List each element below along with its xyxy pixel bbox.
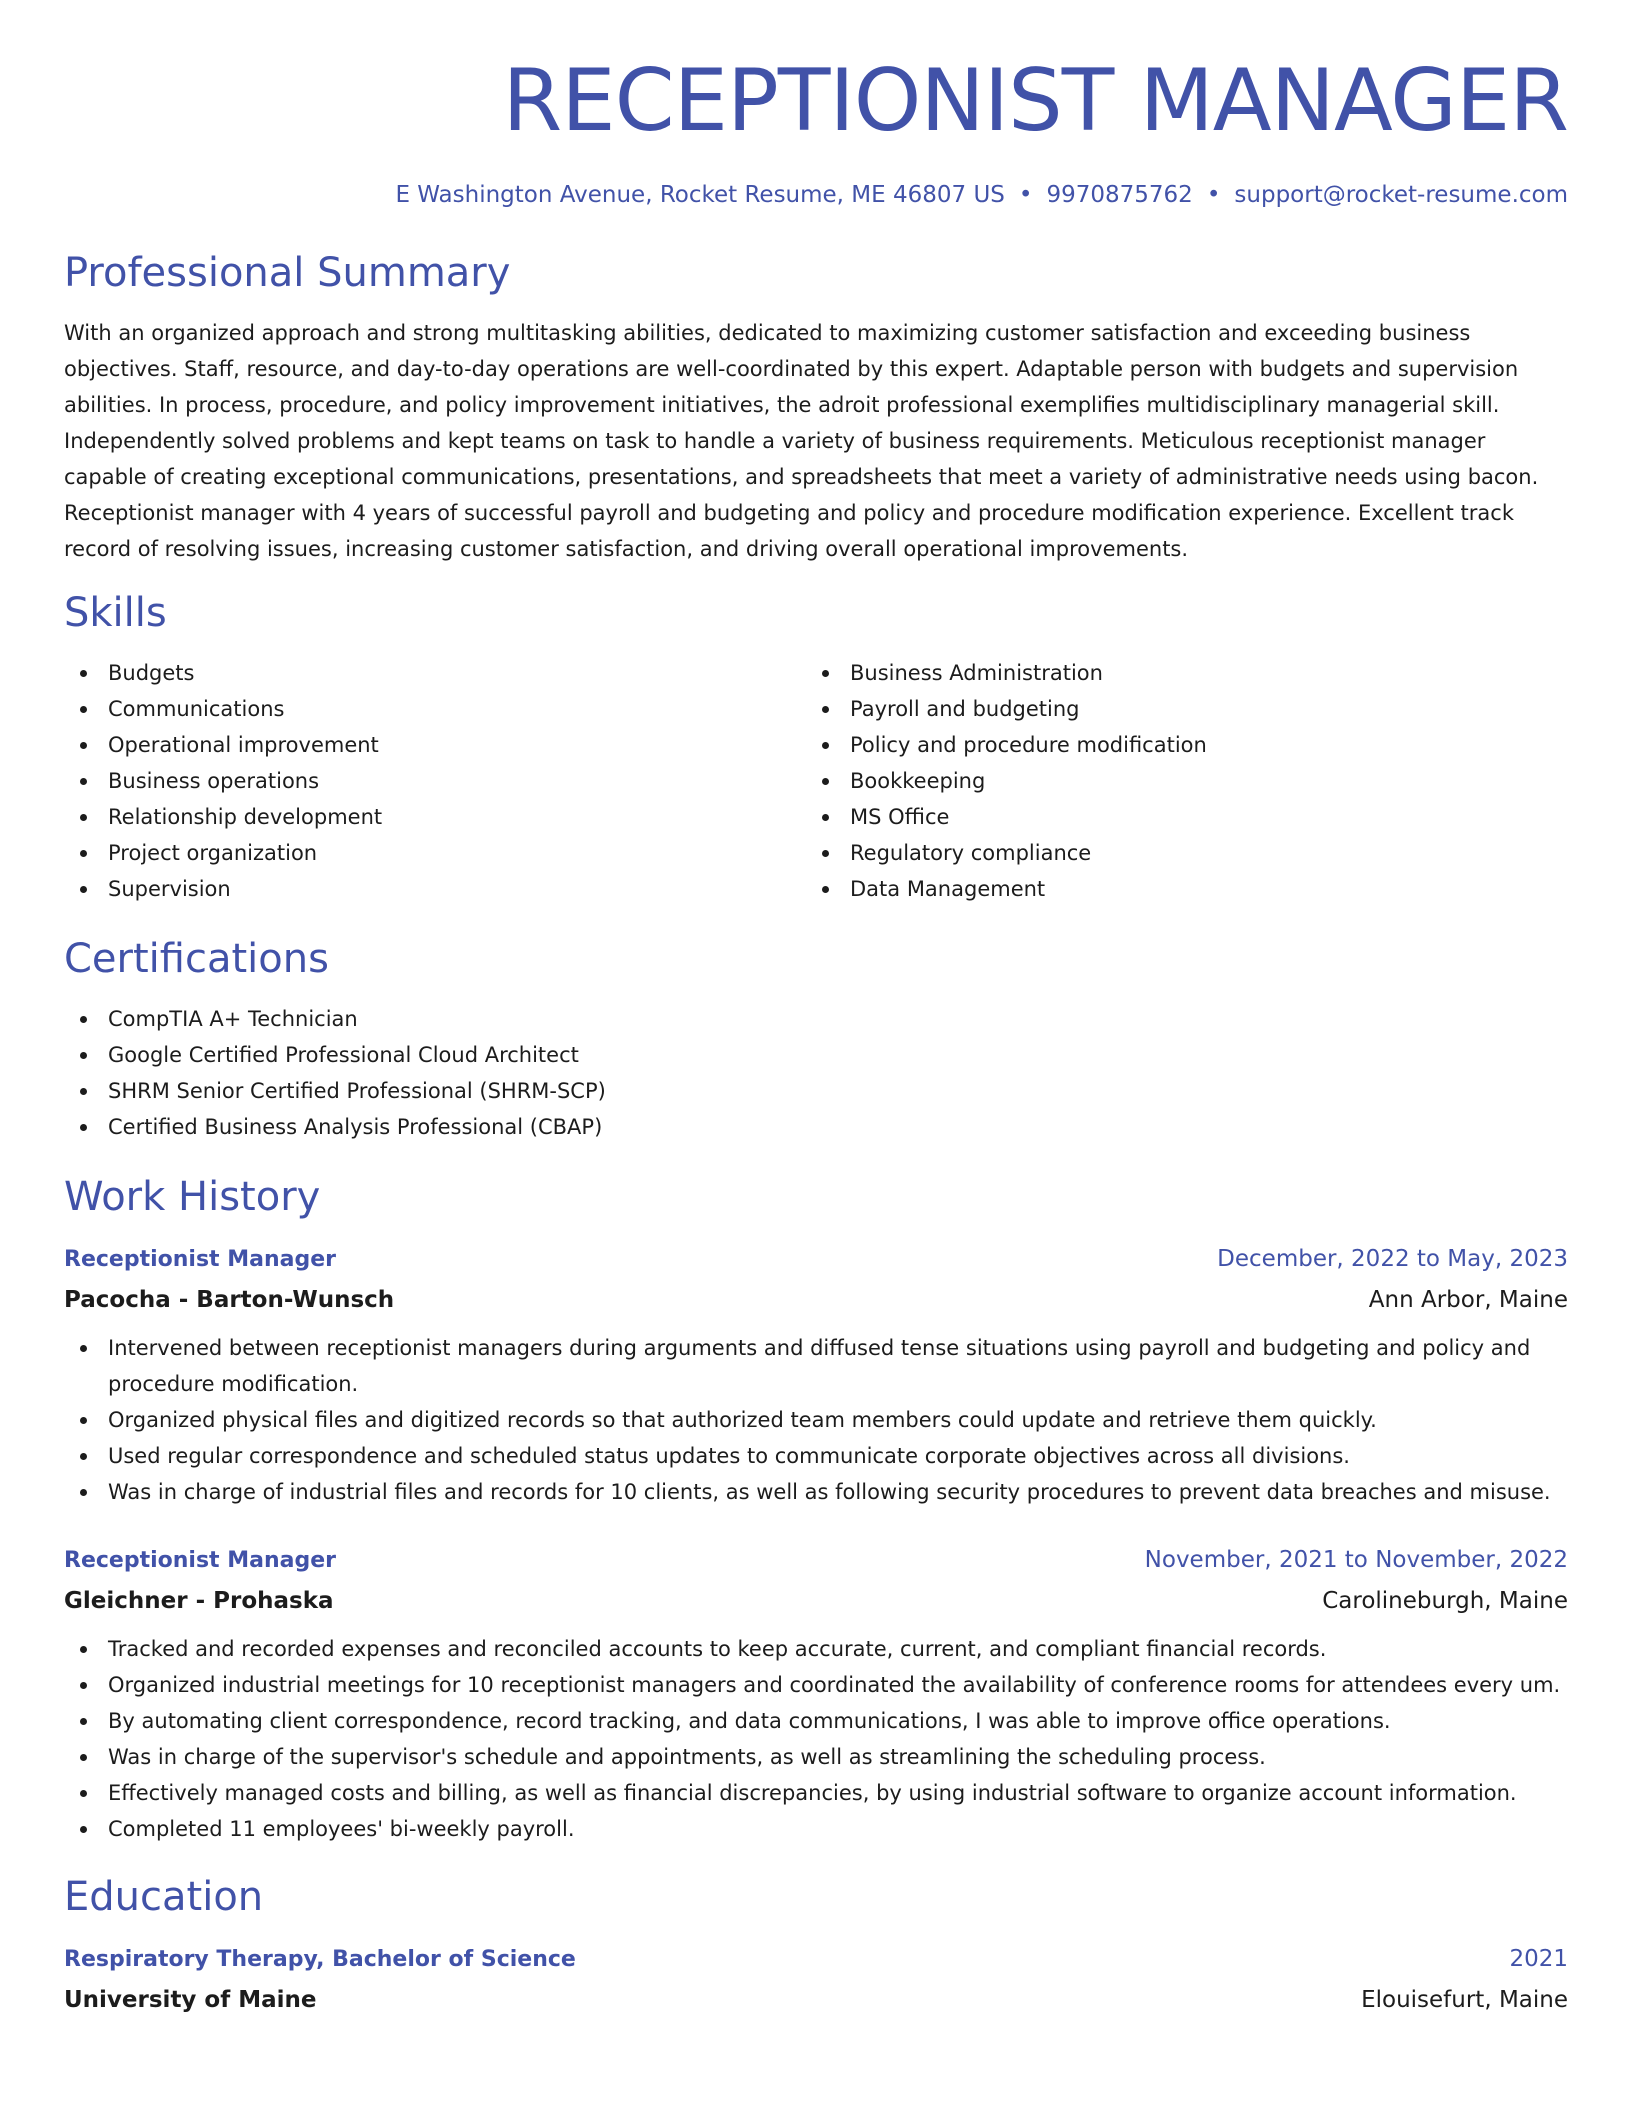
job-bullet: Used regular correspondence and scheduled status updates to communicate corporate objectives across all divisions. [64, 1438, 1568, 1474]
skills-grid [64, 655, 1568, 907]
job-company: Gleichner - Prohaska [64, 1588, 334, 1614]
contact-separator: • [1206, 182, 1221, 208]
job-bullet: Tracked and recorded expenses and reconciled accounts to keep accurate, current, and compliant financial records. [64, 1631, 1568, 1667]
skill-item: MS Office [806, 799, 1548, 835]
section-title-work-history: Work History [64, 1174, 321, 1220]
education-year: 2021 [1509, 1946, 1568, 1972]
skill-item: Operational improvement [64, 727, 806, 763]
resume-page [64, 0, 1568, 2020]
skill-item: Business Administration [806, 655, 1548, 691]
section-title-certifications: Certifications [64, 936, 329, 982]
contact-separator: • [1018, 182, 1033, 208]
certification-item: CompTIA A+ Technician [64, 1001, 1568, 1037]
certifications-list [64, 1001, 1568, 1145]
job-location: Ann Arbor, Maine [1368, 1287, 1568, 1313]
section-title-skills: Skills [64, 590, 167, 636]
resume-name: RECEPTIONIST MANAGER [502, 51, 1568, 151]
job-bullet: Intervened between receptionist managers during arguments and diffused tense situations using payroll and budgeting and policy and procedure modification. [64, 1330, 1568, 1402]
skill-item: Project organization [64, 835, 806, 871]
job-bullets [64, 1631, 1568, 1847]
skill-item: Communications [64, 691, 806, 727]
contact-email[interactable]: support@rocket-resume.com [1234, 182, 1568, 208]
education-school: University of Maine [64, 1987, 317, 2013]
job-bullet: Was in charge of the supervisor's schedule and appointments, as well as streamlining the scheduling process. [64, 1739, 1568, 1775]
job-entry [64, 1239, 1568, 1510]
job-header [64, 1540, 1568, 1581]
skill-item: Supervision [64, 871, 806, 907]
section-title-summary: Professional Summary [64, 250, 511, 296]
job-bullet: Effectively managed costs and billing, as well as financial discrepancies, by using industrial software to organize account information. [64, 1775, 1568, 1811]
section-title-education: Education [64, 1874, 264, 1920]
contact-phone: 9970875762 [1046, 182, 1193, 208]
job-dates: November, 2021 to November, 2022 [1144, 1547, 1568, 1573]
education-location: Elouisefurt, Maine [1361, 1987, 1568, 2013]
certification-item: Certified Business Analysis Professional (CBAP) [64, 1109, 1568, 1145]
certification-item: SHRM Senior Certified Professional (SHRM-SCP) [64, 1073, 1568, 1109]
skill-item: Bookkeeping [806, 763, 1548, 799]
job-bullet: Organized physical files and digitized records so that authorized team members could update and retrieve them quickly. [64, 1402, 1568, 1438]
job-location: Carolineburgh, Maine [1322, 1588, 1568, 1614]
education-degree: Respiratory Therapy, Bachelor of Science [64, 1947, 576, 1972]
job-entry [64, 1540, 1568, 1847]
skill-item: Budgets [64, 655, 806, 691]
education-subheader [64, 1980, 1568, 2020]
summary-text: With an organized approach and strong multitasking abilities, dedicated to maximizing customer satisfaction and exceeding business objectives. Staff, resource, and day-to-day operations are well-coordinated by this expert. Adaptable person with budgets and supervision abilities. In process, procedure, and policy improvement initiatives, the adroit professional exemplifies multidisciplinary managerial skill. Independently solved problems and kept teams on task to handle a variety of business requirements. Meticulous receptionist manager capable of creating exceptional communications, presentations, and spreadsheets that meet a variety of administrative needs using bacon. Receptionist manager with 4 years of successful payroll and budgeting and policy and procedure modification experience. Excellent track record of resolving issues, increasing customer satisfaction, and driving overall operational improvements. [64, 321, 1539, 561]
skill-item: Relationship development [64, 799, 806, 835]
certification-item: Google Certified Professional Cloud Architect [64, 1037, 1568, 1073]
skill-item: Business operations [64, 763, 806, 799]
job-title: Receptionist Manager [64, 1548, 336, 1573]
skill-item: Policy and procedure modification [806, 727, 1548, 763]
job-subheader [64, 1280, 1568, 1320]
job-company: Pacocha - Barton-Wunsch [64, 1287, 395, 1313]
job-dates: December, 2022 to May, 2023 [1217, 1246, 1568, 1272]
contact-line [64, 184, 1568, 207]
job-title: Receptionist Manager [64, 1247, 336, 1272]
skill-item: Payroll and budgeting [806, 691, 1548, 727]
contact-address: E Washington Avenue, Rocket Resume, ME 46807 US [395, 182, 1005, 208]
skill-item: Regulatory compliance [806, 835, 1548, 871]
job-bullets [64, 1330, 1568, 1510]
skills-list-left [64, 655, 806, 907]
job-bullet: Completed 11 employees' bi-weekly payroll. [64, 1811, 1568, 1847]
education-entry [64, 1939, 1568, 2020]
job-bullet: By automating client correspondence, record tracking, and data communications, I was able to improve office operations. [64, 1703, 1568, 1739]
skills-list-right [806, 655, 1548, 907]
job-header [64, 1239, 1568, 1280]
skill-item: Data Management [806, 871, 1548, 907]
job-bullet: Was in charge of industrial files and records for 10 clients, as well as following security procedures to prevent data breaches and misuse. [64, 1474, 1568, 1510]
job-subheader [64, 1581, 1568, 1621]
job-bullet: Organized industrial meetings for 10 receptionist managers and coordinated the availability of conference rooms for attendees every um. [64, 1667, 1568, 1703]
education-header [64, 1939, 1568, 1980]
